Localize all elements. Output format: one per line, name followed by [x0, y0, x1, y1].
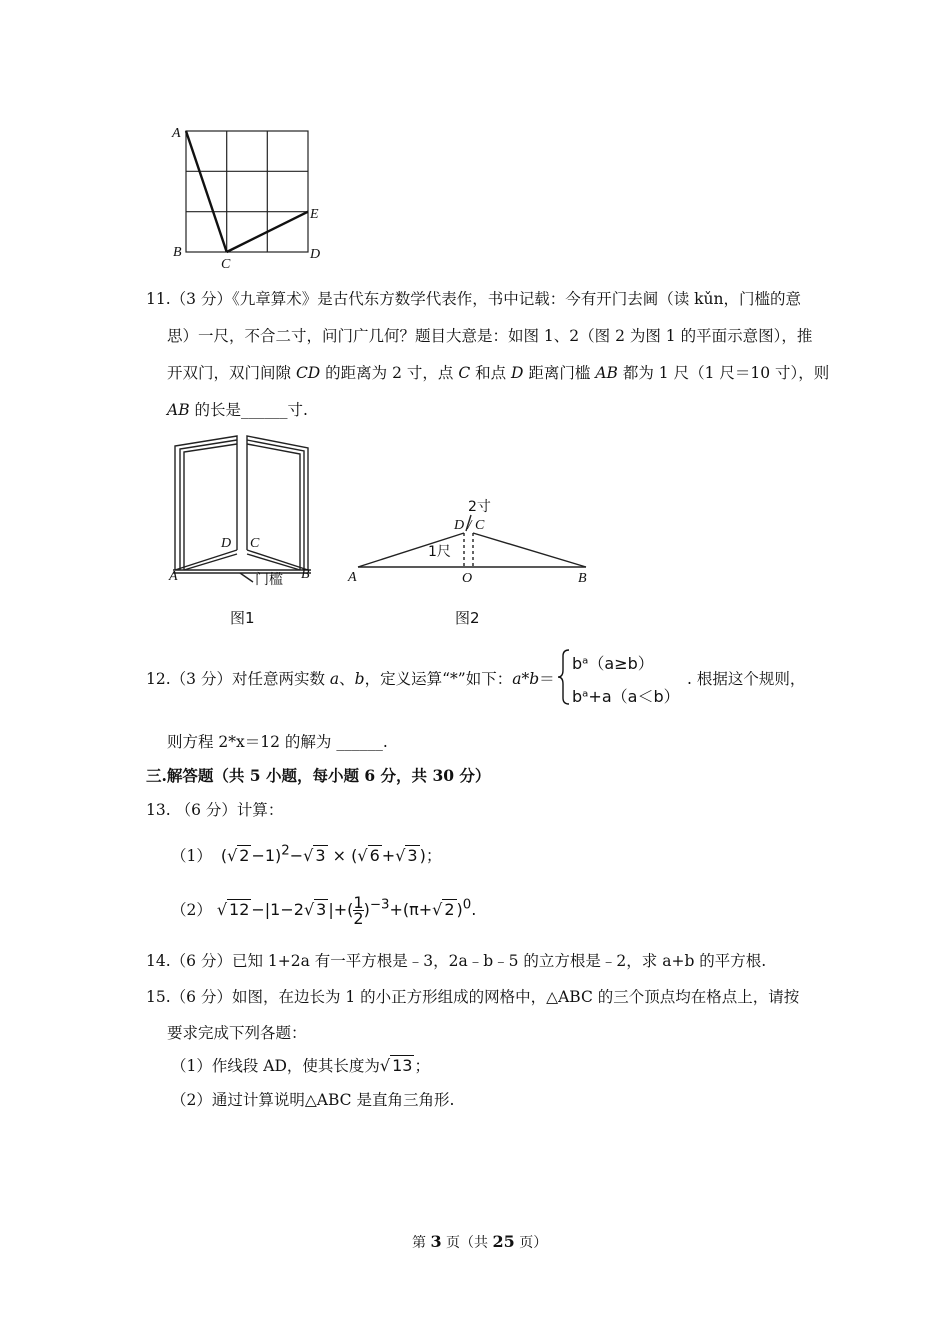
- grid-label-e: E: [310, 207, 319, 222]
- q12-case2: bᵃ+a（a＜b）: [572, 687, 680, 706]
- fig1-label-a: A: [169, 569, 178, 584]
- q12-case1: bᵃ（a≥b）: [572, 654, 654, 673]
- q12-line1: 12.（3 分）对任意两实数 a、b，定义运算“*”如下：a*b＝: [146, 670, 555, 688]
- fig1-label-c: C: [250, 536, 260, 551]
- fig1-threshold: 门槛: [255, 572, 283, 588]
- page-number: 3: [430, 1232, 442, 1251]
- grid-label-c: C: [221, 257, 231, 272]
- grid-label-d: D: [310, 247, 321, 262]
- fig2-label-b: B: [578, 571, 587, 586]
- q14-line: 14.（6 分）已知 1+2a 有一平方根是﹣3，2a﹣b﹣5 的立方根是﹣2，求 a+b 的平方根.: [146, 952, 767, 970]
- grid-label-a: A: [172, 126, 181, 141]
- q11-number: 11.: [146, 290, 171, 308]
- q15-part2: （2）通过计算说明△ABC 是直角三角形.: [171, 1091, 455, 1109]
- q11-line3: 开双门，双门间隙 CD 的距离为 2 寸，点 C 和点 D 距离门槛 AB 都为 1 尺（1 尺＝10 寸），则: [167, 364, 830, 382]
- q13-line1: 13. （6 分）计算：: [146, 801, 284, 819]
- fig2-label-dc: D / C: [454, 518, 485, 533]
- fig2-label-o: O: [462, 571, 473, 586]
- q13-expr2: √ 12 −|1−2√ 3 |+( $\frac{1}{2}$ )$^{-3}$+(π+√ 2 )$^0$.: [217, 900, 477, 919]
- q13-part1: （1） (√ 2 −1)$^2$−√ 3 × (√ 6 +√ 3 )；: [171, 843, 442, 866]
- fig2-label-a: A: [348, 570, 357, 585]
- fig2-caption: 图2: [455, 609, 480, 627]
- page-footer: 第 3 页（共 25 页）: [412, 1232, 548, 1251]
- q15-line2: 要求完成下列各题：: [167, 1024, 307, 1042]
- grid-figure: [170, 125, 340, 270]
- page-total: 25: [492, 1232, 515, 1251]
- q12-line2: 则方程 2*x＝12 的解为 ______.: [167, 733, 388, 751]
- q13-part2: （2） √ 12 −|1−2√ 3 |+( $\frac{1}{2}$ )$^{-3}$+(π+√ 2 )$^0$.: [171, 895, 476, 926]
- fig2-dist-label: 1尺: [428, 544, 451, 560]
- fig1-caption: 图1: [230, 609, 255, 627]
- fig1-label-d: D: [221, 536, 232, 551]
- fig1-label-b: B: [301, 567, 310, 582]
- figure-1-doors: [165, 430, 325, 590]
- figure-2-plan: [340, 495, 600, 590]
- q15-line1: 15.（6 分）如图，在边长为 1 的小正方形组成的网格中，△ABC 的三个顶点均在格点上，请按: [146, 988, 800, 1006]
- section-3-title: 三.解答题（共 5 小题，每小题 6 分，共 30 分）: [146, 766, 491, 785]
- q13-expr1: (√ 2 −1)$^2$−√ 3 × (√ 6 +√ 3 )；: [221, 846, 442, 865]
- q11-score: （3 分）: [170, 290, 232, 308]
- q15-part1: （1）作线段 AD，使其长度为√ 13 ；: [171, 1054, 430, 1076]
- q11-line2: 思）一尺，不合二寸，问门广几何？题目大意是：如图 1、2（图 2 为图 1 的平面示意图），推: [167, 327, 813, 345]
- q12-brace: [557, 648, 571, 706]
- grid-label-b: B: [173, 245, 182, 260]
- q11-line4: AB 的长是______寸.: [167, 401, 308, 419]
- q12-text-c: . 根据这个规则，: [687, 670, 806, 688]
- fig2-gap-label: 2寸: [468, 499, 491, 515]
- q11-line1: 11.（3 分）《九章算术》是古代东方数学代表作，书中记载：今有开门去阃（读 kǔn，门槛的意: [146, 290, 801, 308]
